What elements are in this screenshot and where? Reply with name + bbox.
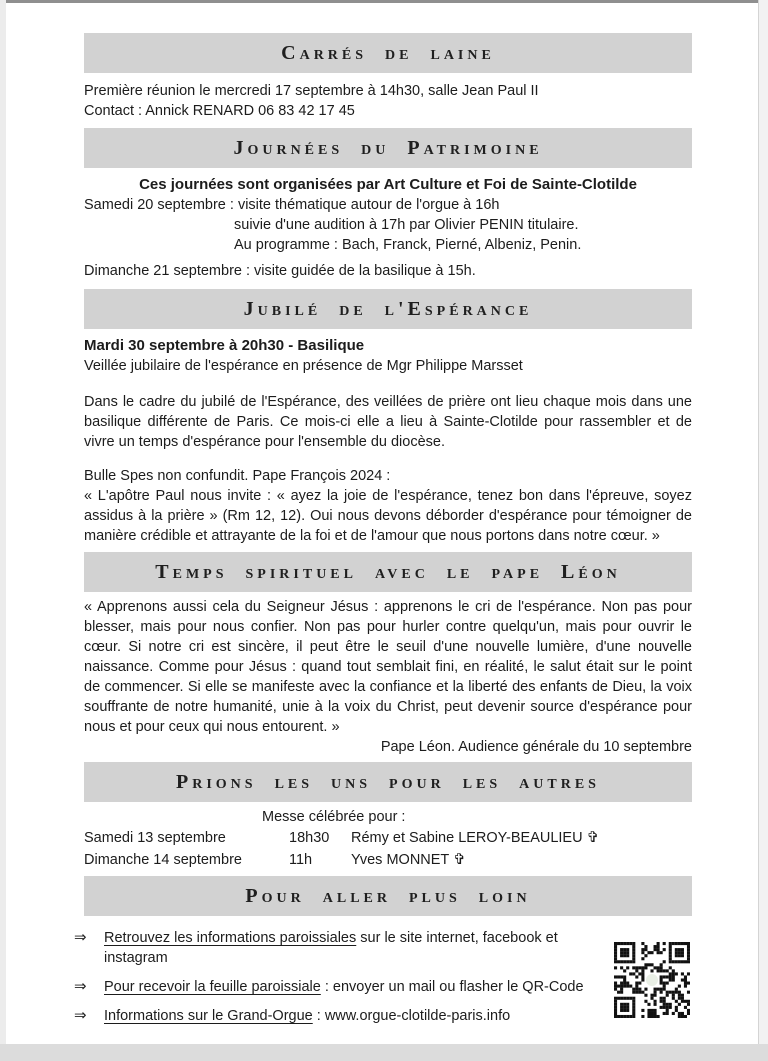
links-section [74,928,692,1026]
arrow-icon: ⇒ [74,1007,87,1024]
list-item [74,928,692,968]
jubile-date: Mardi 30 septembre à 20h30 - Basilique [84,337,365,354]
pape-leon-attribution: Pape Léon. Audience générale du 10 septembre [380,739,692,755]
mass-schedule-table [84,828,692,870]
section-header-temps-spirituel [84,552,692,592]
patrimoine-line-2: suivie d'une audition à 17h par Olivier PENIN titulaire. [234,217,579,233]
section-title: Pour aller plus loin [245,885,531,907]
section-title: Jubilé de l'Espérance [243,298,533,320]
jubile-quote: « L'apôtre Paul nous invite : « ayez la joie de l'espérance, tenez bon dans l'épreuve, soyez assidus à la prière » (Rm 12, 12). Oui nous devons déborder d'espérance pour témoigner de manière crédible et attrayante de la foi et de l'amour que nous portons dans notre cœur. » [84,488,692,544]
jubile-subtitle: Veillée jubilaire de l'espérance en présence de Mgr Philippe Marsset [84,358,523,374]
patrimoine-line-4: Dimanche 21 septembre : visite guidée de la basilique à 15h. [84,263,476,279]
section-title: Prions les uns pour les autres [176,771,600,793]
mass-day: Dimanche 14 septembre [84,852,242,868]
carres-line-1: Première réunion le mercredi 17 septembre à 14h30, salle Jean Paul II [84,83,539,99]
arrow-icon: ⇒ [74,978,87,995]
link-informations-paroissiales[interactable]: Retrouvez les informations paroissiales [104,930,357,946]
section-header-pour-aller-plus-loin [84,876,692,916]
jubile-bulle-intro: Bulle Spes non confundit. Pape François 2024 : [84,468,391,484]
section-title: Journées du Patrimoine [233,137,543,159]
link-suffix: sur le site internet, facebook et instagram [104,930,558,966]
cross-icon: ✞ [453,851,466,868]
newsletter-page [74,0,692,1026]
arrow-icon: ⇒ [74,929,87,946]
link-grand-orgue[interactable]: Informations sur le Grand-Orgue [104,1008,313,1024]
mass-intro: Messe célébrée pour : [262,809,406,825]
section-title: Carrés de laine [281,42,495,64]
link-feuille-paroissiale[interactable]: Pour recevoir la feuille paroissiale [104,979,321,995]
carres-contact-line: Contact : Annick RENARD 06 83 42 17 45 [84,103,355,119]
mass-time: 18h30 [289,830,330,846]
list-item [74,1006,692,1026]
scan-edge-right [758,0,768,1061]
section-header-journees-du-patrimoine [84,128,692,168]
pape-leon-quote: « Apprenons aussi cela du Seigneur Jésus : apprenons le cri de l'espérance. Non pas pour blesser, mais pour nous confier. Non pas pour hurler contre quelqu'un, mais pour ouvrir le cœur. Si notre cri est sincère, il peut être le seuil d'une nouvelle lumière, d'une nouvelle naissance. Comme pour Jésus : quand tout semblait fini, en réalité, le salut était sur le point de commencer. Si elle se manifeste avec la confiance et la liberté des enfants de Dieu, la voix souffrante de notre humanité, unie à la voix du Christ, peut devenir source d'espérance pour nous et pour ceux qui nous entourent. » [84,599,692,735]
section-header-prions [84,762,692,802]
patrimoine-intro: Ces journées sont organisées par Art Culture et Foi de Sainte-Clotilde [139,176,637,193]
mass-time: 11h [289,852,313,868]
section-title: Temps spirituel avec le pape Léon [155,561,621,583]
mass-intention: Rémy et Sabine LEROY-BEAULIEU ✞ [351,829,600,846]
cross-icon: ✞ [586,829,600,846]
scan-edge-bottom [0,1044,768,1061]
scan-edge-left [0,0,6,1061]
mass-day: Samedi 13 septembre [84,830,226,846]
link-suffix: : envoyer un mail ou flasher le QR-Code [320,979,584,995]
link-suffix: : www.orgue-clotilde-paris.info [312,1008,511,1024]
section-header-carres-de-laine [84,33,692,73]
section-header-jubile-de-l-esperance [84,289,692,329]
patrimoine-line-1: Samedi 20 septembre : visite thématique autour de l'orgue à 16h [84,197,500,213]
jubile-paragraph: Dans le cadre du jubilé de l'Espérance, des veillées de prière ont lieu chaque mois dans une basilique différente de Paris. Ce mois-ci elle a lieu à Sainte-Clotilde pour rassembler et de vivre un temps d'espérance pour l'ensemble du diocèse. [84,394,692,450]
mass-intention: Yves MONNET ✞ [351,851,466,868]
qr-code [614,942,690,1018]
patrimoine-line-3: Au programme : Bach, Franck, Pierné, Albeniz, Penin. [234,237,582,253]
list-item [74,977,692,997]
